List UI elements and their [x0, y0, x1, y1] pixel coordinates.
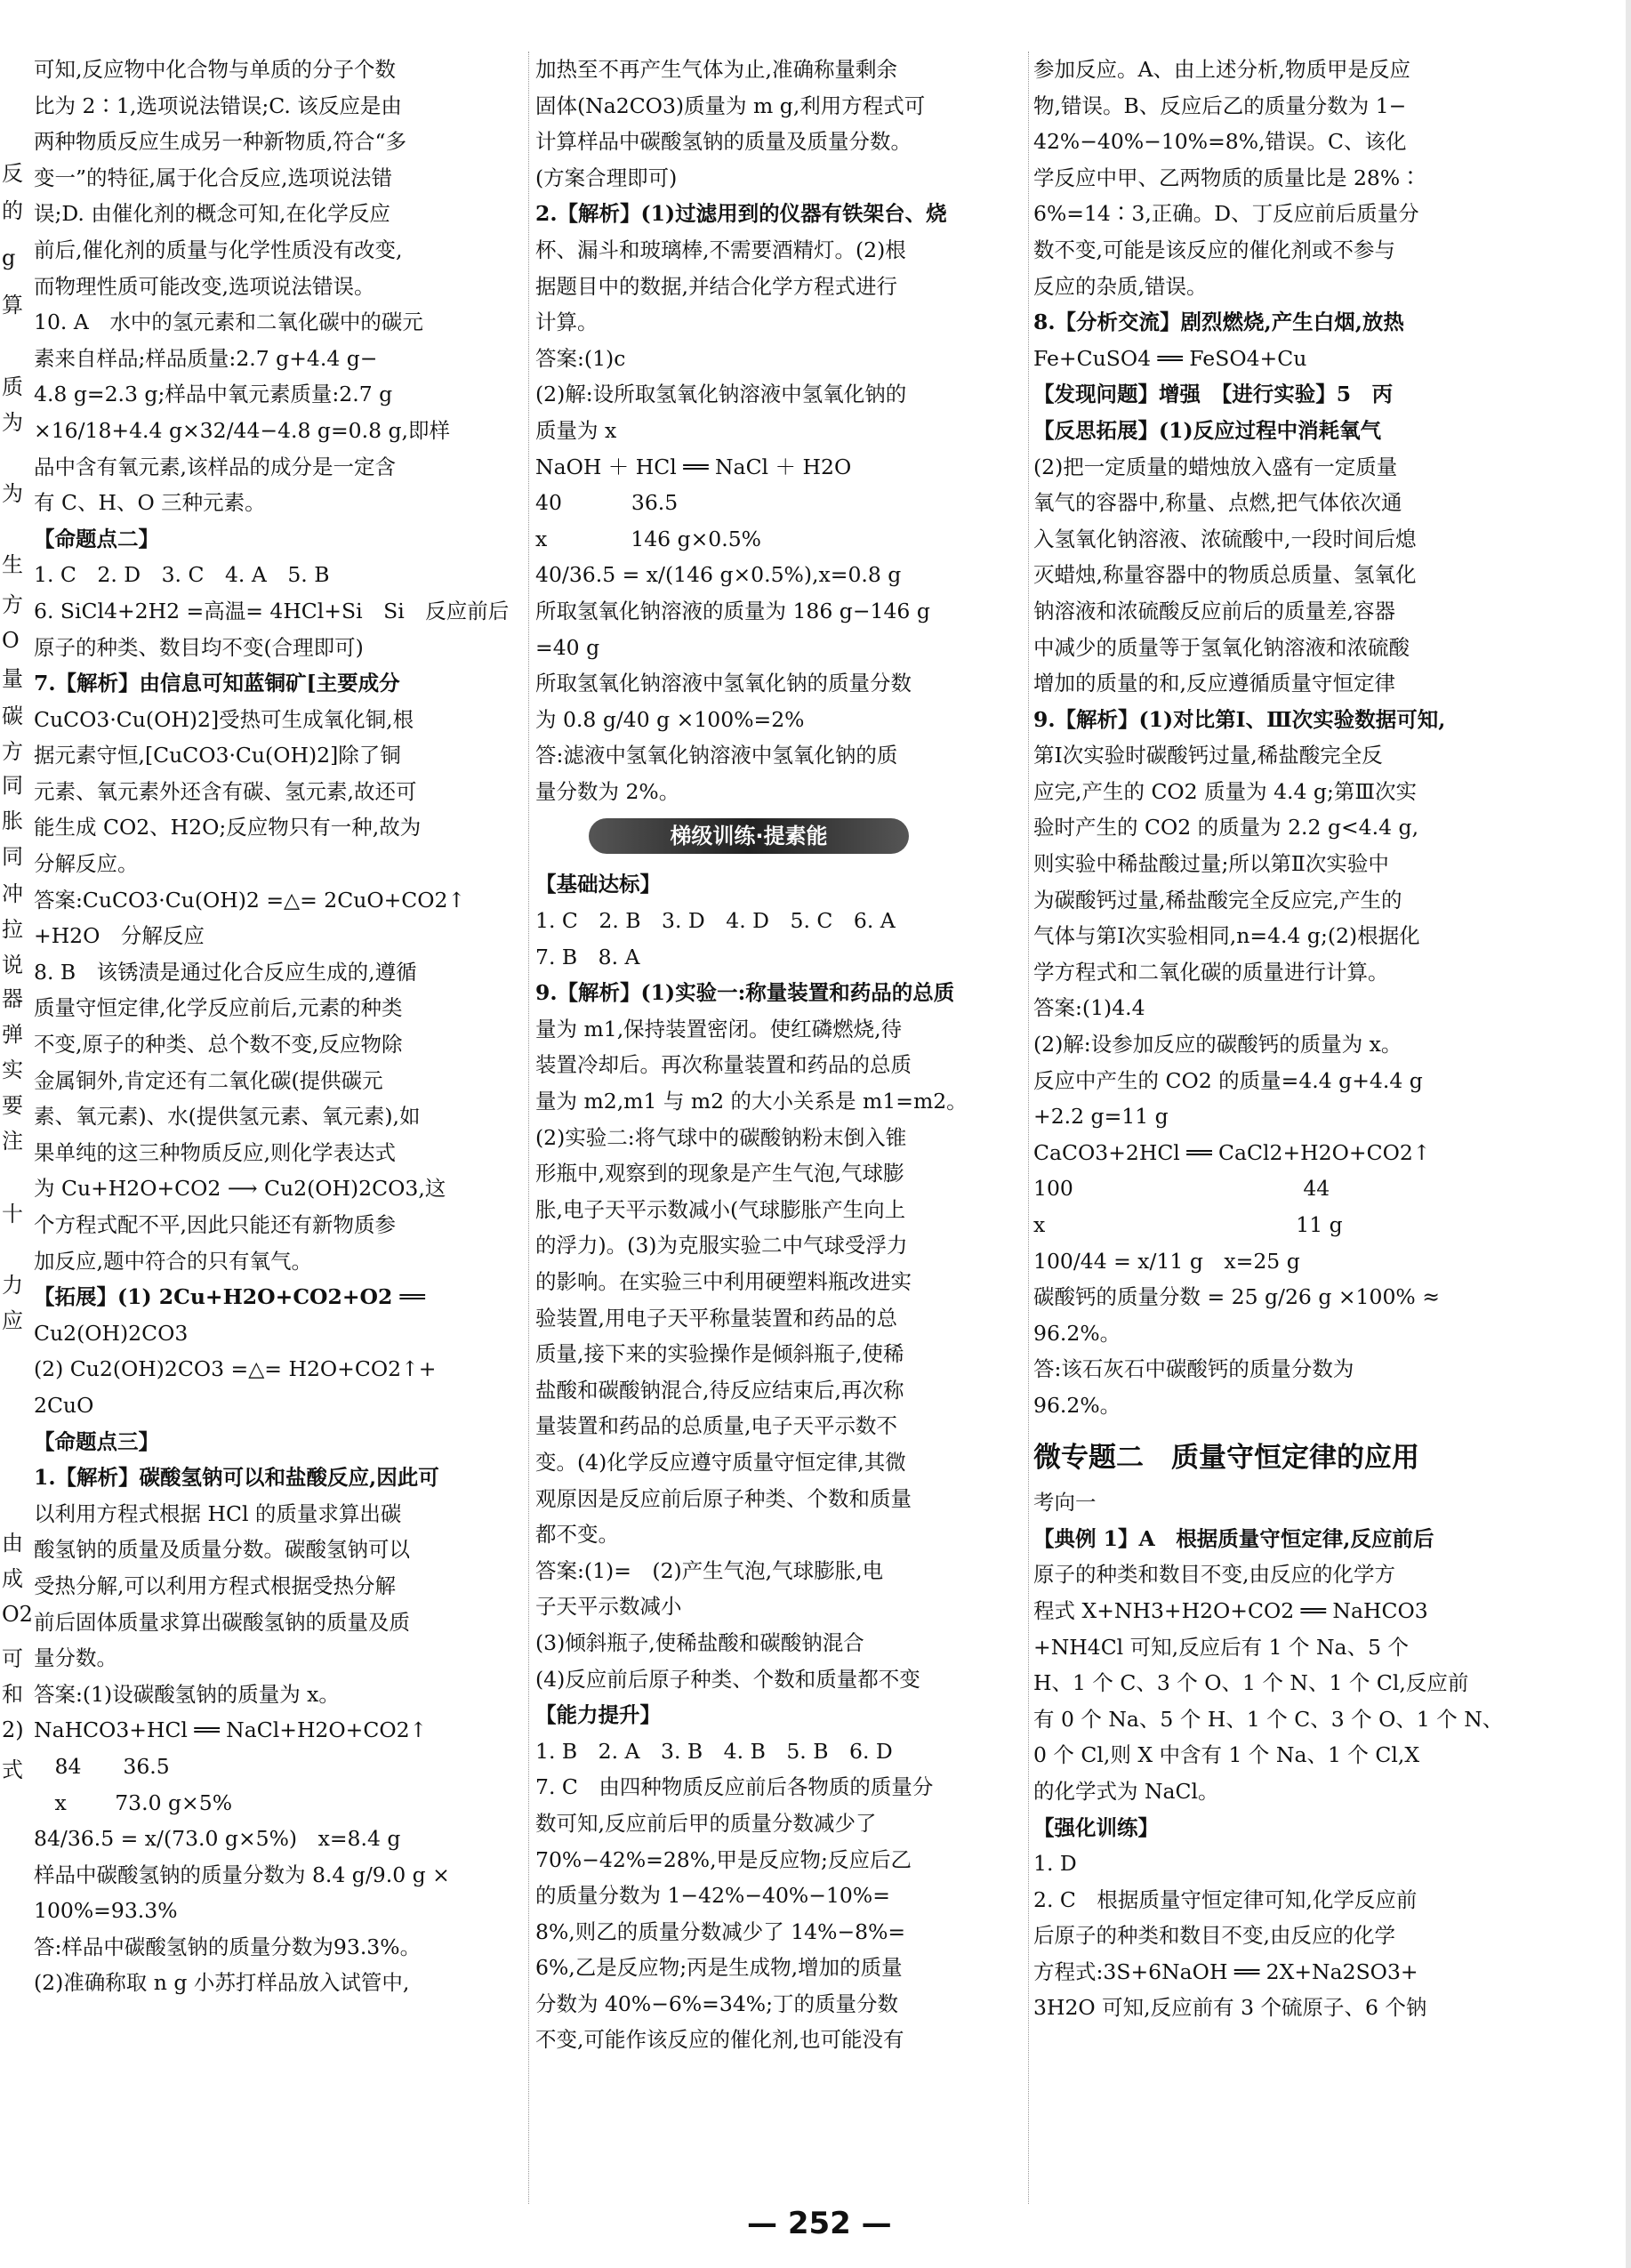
text-line: (4)反应前后原子种类、个数和质量都不变: [535, 1666, 920, 1692]
text-line: 【强化训练】: [1033, 1814, 1159, 1840]
text-line: H、1 个 C、3 个 O、1 个 N、1 个 Cl,反应前: [1033, 1670, 1469, 1696]
column-1: [34, 52, 521, 2001]
text-line: 验时产生的 CO2 的质量为 2.2 g<4.4 g,: [1033, 815, 1419, 840]
text-line: 质量,接下来的实验操作是倾斜瓶子,使稀: [535, 1341, 904, 1367]
text-line: 而物理性质可能改变,选项说法错误。: [34, 273, 375, 299]
text-line: 中减少的质量等于氢氧化钠溶液和浓硫酸: [1033, 634, 1410, 660]
text-line: 量为 m2,m1 与 m2 的大小关系是 m1=m2。: [535, 1089, 968, 1114]
text-line: 2. C 根据质量守恒定律可知,化学反应前: [1033, 1886, 1418, 1912]
column-2-bottom: [535, 866, 1023, 2058]
text-line: 个方程式配不平,因此只能还有新物质参: [34, 1212, 396, 1237]
column-2: [535, 52, 1023, 2058]
text-line: 应完,产生的 CO2 质量为 4.4 g;第Ⅲ次实: [1033, 778, 1418, 804]
text-line: 碳酸钙的质量分数 = 25 g/26 g ×100% ≈: [1033, 1284, 1440, 1310]
text-line: 的浮力)。(3)为克服实验二中气球受浮力: [535, 1233, 908, 1259]
text-line: 量分数为 2%。: [535, 778, 680, 804]
text-line: 答:该石灰石中碳酸钙的质量分数为: [1033, 1356, 1354, 1382]
text-line: 品中含有氧元素,该样品的成分是一定含: [34, 454, 396, 479]
text-line: Cu2(OH)2CO3: [34, 1320, 189, 1346]
margin-fragment: 方: [2, 739, 23, 764]
text-line: +H2O 分解反应: [34, 923, 205, 949]
text-line: 答案:(1)c: [535, 345, 626, 371]
left-margin-fragments: [0, 0, 36, 2268]
text-line: 6%=14∶3,正确。D、丁反应前后质量分: [1033, 201, 1419, 227]
text-line: 100/44 = x/11 g x=25 g: [1033, 1248, 1300, 1274]
text-line: 9.【解析】(1)对比第Ⅰ、Ⅲ次实验数据可知,: [1033, 706, 1446, 732]
margin-fragment: 碳: [2, 704, 23, 728]
text-line: 元素、氧元素外还含有碳、氢元素,故还可: [34, 778, 417, 804]
text-line: 能生成 CO2、H2O;反应物只有一种,故为: [34, 815, 422, 840]
margin-fragment: 2): [2, 1717, 24, 1742]
text-line: 原子的种类和数目不变,由反应的化学方: [1033, 1562, 1395, 1588]
text-line: 的质量分数为 1−42%−40%−10%=: [535, 1883, 890, 1909]
text-line: 前后固体质量求算出碳酸氢钠的质量及质: [34, 1609, 410, 1635]
text-line: 所取氢氧化钠溶液中氢氧化钠的质量分数: [535, 671, 912, 696]
text-line: 酸氢钠的质量及质量分数。碳酸氢钠可以: [34, 1537, 410, 1563]
text-line: 后原子的种类和数目不变,由反应的化学: [1033, 1923, 1395, 1949]
text-line: 加热至不再产生气体为止,准确称量剩余: [535, 57, 897, 82]
margin-fragment: 十: [2, 1202, 23, 1226]
text-line: 子天平示数减小: [535, 1594, 682, 1620]
text-line: 9.【解析】(1)实验一:称量装置和药品的总质: [535, 980, 955, 1006]
text-line: 【反思拓展】(1)反应过程中消耗氧气: [1033, 417, 1382, 443]
column-3-top: [1033, 52, 1518, 1424]
text-line: =40 g: [535, 634, 600, 660]
text-line: 素、氧元素)、水(提供氢元素、氧元素),如: [34, 1104, 421, 1130]
text-line: 【能力提升】: [535, 1702, 661, 1728]
text-line: 的化学式为 NaCl。: [1033, 1778, 1219, 1804]
text-line: 8. B 该锈渍是通过化合反应生成的,遵循: [34, 959, 417, 985]
text-line: 10. A 水中的氢元素和二氧化碳中的碳元: [34, 310, 423, 335]
text-line: (3)倾斜瓶子,使稀盐酸和碳酸钠混合: [535, 1629, 864, 1655]
column-3: [1033, 52, 1518, 2026]
text-line: 验装置,用电子天平称量装置和药品的总: [535, 1305, 897, 1331]
text-line: 数不变,可能是该反应的催化剂或不参与: [1033, 237, 1395, 262]
text-line: 计算。: [535, 310, 599, 335]
text-line: 胀,电子天平示数减小(气球膨胀产生向上: [535, 1196, 906, 1222]
text-line: 答:样品中碳酸氢钠的质量分数为93.3%。: [34, 1934, 422, 1959]
margin-fragment: 说: [2, 953, 23, 977]
text-line: 答案:(1)= (2)产生气泡,气球膨胀,电: [535, 1557, 884, 1583]
text-line: 分解反应。: [34, 851, 139, 877]
text-line: 1.【解析】碳酸氢钠可以和盐酸反应,因此可: [34, 1465, 439, 1491]
margin-fragment: 生: [2, 552, 23, 577]
text-line: NaOH ＋ HCl ══ NaCl ＋ H2O: [535, 454, 852, 479]
text-line: 量装置和药品的总质量,电子天平示数不: [535, 1413, 897, 1439]
margin-fragment: 可: [2, 1646, 23, 1671]
text-line: (2)把一定质量的蜡烛放入盛有一定质量: [1033, 454, 1398, 479]
text-line: 质量为 x: [535, 417, 617, 443]
text-line: 【拓展】(1) 2Cu+H2O+CO2+O2 ══: [34, 1284, 425, 1310]
text-line: 素来自样品;样品质量:2.7 g+4.4 g−: [34, 345, 378, 371]
text-line: 变。(4)化学反应遵守质量守恒定律,其微: [535, 1449, 906, 1475]
text-line: 不变,原子的种类、总个数不变,反应物除: [34, 1032, 403, 1058]
text-line: +NH4Cl 可知,反应后有 1 个 Na、5 个: [1033, 1634, 1409, 1660]
text-line: 学反应中甲、乙两物质的质量比是 28%∶: [1033, 165, 1421, 190]
text-line: 2CuO: [34, 1392, 94, 1418]
text-line: +2.2 g=11 g: [1033, 1104, 1169, 1130]
margin-fragment: 为: [2, 481, 23, 506]
text-line: 8%,则乙的质量分数减少了 14%−8%=: [535, 1918, 906, 1944]
text-line: 都不变。: [535, 1522, 619, 1548]
text-line: 加反应,题中符合的只有氧气。: [34, 1248, 312, 1274]
text-line: 气体与第Ⅰ次实验相同,n=4.4 g;(2)根据化: [1033, 923, 1420, 949]
text-line: 量为 m1,保持装置密闭。使红磷燃烧,待: [535, 1016, 903, 1042]
text-line: 灭蜡烛,称量容器中的物质总质量、氢氧化: [1033, 562, 1417, 588]
margin-fragment: 同: [2, 844, 23, 869]
text-line: 固体(Na2CO3)质量为 m g,利用方程式可: [535, 92, 926, 118]
margin-fragment: 力: [2, 1273, 23, 1298]
text-line: 96.2%。: [1033, 1392, 1121, 1418]
text-line: 则实验中稀盐酸过量;所以第Ⅱ次实验中: [1033, 851, 1389, 877]
text-line: 100 44: [1033, 1176, 1330, 1202]
margin-fragment: 算: [2, 293, 23, 318]
text-line: 答:滤液中氢氧化钠溶液中氢氧化钠的质: [535, 743, 898, 768]
margin-fragment: O: [2, 628, 20, 653]
margin-fragment: 同: [2, 773, 23, 798]
text-line: 40 36.5: [535, 490, 679, 516]
margin-fragment: 实: [2, 1058, 23, 1082]
column-2-top: [535, 52, 1023, 809]
text-line: 分数为 40%−6%=34%;丁的质量分数: [535, 1991, 899, 2016]
text-line: 1. C 2. B 3. D 4. D 5. C 6. A: [535, 908, 896, 934]
text-line: 6. SiCl4+2H2 =高温= 4HCl+Si Si 反应前后: [34, 598, 510, 623]
text-line: 入氢氧化钠溶液、浓硫酸中,一段时间后熄: [1033, 526, 1417, 551]
text-line: 盐酸和碳酸钠混合,待反应结束后,再次称: [535, 1377, 904, 1403]
text-line: x 73.0 g×5%: [34, 1789, 233, 1815]
text-line: 所取氢氧化钠溶液的质量为 186 g−146 g: [535, 598, 930, 623]
text-line: 3H2O 可知,反应前有 3 个硫原子、6 个钠: [1033, 1995, 1427, 2021]
text-line: (方案合理即可): [535, 165, 678, 190]
text-line: 形瓶中,观察到的现象是产生气泡,气球膨: [535, 1161, 904, 1186]
text-line: 【命题点二】: [34, 526, 159, 551]
text-line: 量分数。: [34, 1645, 117, 1671]
text-line: 【基础达标】: [535, 872, 661, 897]
section-banner: 梯级训练·提素能: [589, 818, 909, 854]
text-line: (2) Cu2(OH)2CO3 =△= H2O+CO2↑+: [34, 1356, 437, 1382]
margin-fragment: 和: [2, 1682, 23, 1707]
text-line: 观原因是反应前后原子种类、个数和质量: [535, 1485, 912, 1511]
text-line: 反应中产生的 CO2 的质量=4.4 g+4.4 g: [1033, 1067, 1423, 1093]
text-line: 参加反应。A、由上述分析,物质甲是反应: [1033, 57, 1410, 82]
text-line: 84/36.5 = x/(73.0 g×5%) x=8.4 g: [34, 1826, 401, 1852]
text-line: 方程式:3S+6NaOH ══ 2X+Na2SO3+: [1033, 1958, 1418, 1984]
text-line: 计算样品中碳酸氢钠的质量及质量分数。: [535, 129, 912, 155]
text-line: 两种物质反应生成另一种新物质,符合“多: [34, 129, 406, 155]
text-line: 7.【解析】由信息可知蓝铜矿[主要成分: [34, 671, 400, 696]
margin-fragment: 方: [2, 592, 23, 617]
text-line: 7. C 由四种物质反应前后各物质的质量分: [535, 1774, 934, 1800]
text-line: 质量守恒定律,化学反应前后,元素的种类: [34, 995, 403, 1021]
text-line: 杯、漏斗和玻璃棒,不需要酒精灯。(2)根: [535, 237, 906, 262]
text-line: 70%−42%=28%,甲是反应物;反应后乙: [535, 1846, 912, 1872]
text-line: 8.【分析交流】剧烈燃烧,产生白烟,放热: [1033, 310, 1404, 335]
margin-fragment: 应: [2, 1308, 23, 1333]
text-line: 受热分解,可以利用方程式根据受热分解: [34, 1572, 396, 1598]
text-line: 钠溶液和浓硫酸反应前后的质量差,容器: [1033, 598, 1395, 623]
text-line: 据题目中的数据,并结合化学方程式进行: [535, 273, 897, 299]
margin-fragment: 成: [2, 1566, 23, 1591]
text-line: 比为 2∶1,选项说法错误;C. 该反应是由: [34, 92, 402, 118]
margin-fragment: 弹: [2, 1022, 23, 1047]
text-line: 误;D. 由催化剂的概念可知,在化学反应: [34, 201, 390, 227]
page-edge: [1626, 0, 1631, 2268]
text-line: 100%=93.3%: [34, 1898, 178, 1924]
margin-fragment: O2: [2, 1602, 33, 1627]
text-line: 有 0 个 Na、5 个 H、1 个 C、3 个 O、1 个 N、: [1033, 1706, 1504, 1732]
page-number: — 252 —: [747, 2206, 892, 2241]
margin-fragment: 注: [2, 1129, 23, 1154]
text-line: 反应的杂质,错误。: [1033, 273, 1208, 299]
text-line: 【典例 1】A 根据质量守恒定律,反应前后: [1033, 1525, 1434, 1551]
text-line: 金属铜外,肯定还有二氧化碳(提供碳元: [34, 1067, 383, 1093]
text-line: 考向一: [1033, 1490, 1097, 1516]
text-line: 1. D: [1033, 1851, 1077, 1877]
text-line: 1. C 2. D 3. C 4. A 5. B: [34, 562, 330, 588]
column-divider: [528, 52, 530, 2204]
text-line: 氧气的容器中,称量、点燃,把气体依次通: [1033, 490, 1402, 516]
text-line: 答案:CuCO3·Cu(OH)2 =△= 2CuO+CO2↑: [34, 887, 466, 913]
text-line: 为 0.8 g/40 g ×100%=2%: [535, 706, 805, 732]
text-line: x 11 g: [1033, 1212, 1343, 1237]
text-line: 96.2%。: [1033, 1320, 1121, 1346]
text-line: 果单纯的这三种物质反应,则化学表达式: [34, 1139, 396, 1165]
text-line: 程式 X+NH3+H2O+CO2 ══ NaHCO3: [1033, 1597, 1428, 1623]
margin-fragment: 胀: [2, 808, 23, 833]
margin-fragment: 质: [2, 374, 23, 399]
column-divider: [1028, 52, 1030, 2204]
margin-fragment: 反: [2, 161, 23, 186]
text-line: 原子的种类、数目均不变(合理即可): [34, 634, 364, 660]
text-line: CuCO3·Cu(OH)2]受热可生成氧化铜,根: [34, 706, 414, 732]
text-line: (2)准确称取 n g 小苏打样品放入试管中,: [34, 1970, 410, 1996]
text-line: 以利用方程式根据 HCl 的质量求算出碳: [34, 1500, 402, 1526]
text-line: 物,错误。B、反应后乙的质量分数为 1−: [1033, 92, 1407, 118]
margin-fragment: 冲: [2, 881, 23, 906]
text-line: ×16/18+4.4 g×32/44−4.8 g=0.8 g,即样: [34, 417, 451, 443]
text-line: 增加的质量的和,反应遵循质量守恒定律: [1033, 671, 1395, 696]
text-line: 40/36.5 = x/(146 g×0.5%),x=0.8 g: [535, 562, 902, 588]
margin-fragment: 要: [2, 1093, 23, 1118]
margin-fragment: 为: [2, 410, 23, 435]
text-line: CaCO3+2HCl ══ CaCl2+H2O+CO2↑: [1033, 1139, 1431, 1165]
margin-fragment: 量: [2, 666, 23, 691]
text-line: 据元素守恒,[CuCO3·Cu(OH)2]除了铜: [34, 743, 401, 768]
margin-fragment: 由: [2, 1531, 23, 1556]
text-line: (2)解:设所取氢氧化钠溶液中氢氧化钠的: [535, 382, 907, 407]
text-line: 7. B 8. A: [535, 944, 640, 969]
text-line: 2.【解析】(1)过滤用到的仪器有铁架台、烧: [535, 201, 947, 227]
text-line: 数可知,反应前后甲的质量分数减少了: [535, 1810, 877, 1836]
margin-fragment: 的: [2, 198, 23, 223]
margin-fragment: 器: [2, 986, 23, 1011]
text-line: 42%−40%−10%=8%,错误。C、该化: [1033, 129, 1407, 155]
text-line: 有 C、H、O 三种元素。: [34, 490, 266, 516]
text-line: 前后,催化剂的质量与化学性质没有改变,: [34, 237, 403, 262]
text-line: 可知,反应物中化合物与单质的分子个数: [34, 57, 396, 82]
text-line: 装置冷却后。再次称量装置和药品的总质: [535, 1052, 912, 1078]
text-line: NaHCO3+HCl ══ NaCl+H2O+CO2↑: [34, 1717, 428, 1743]
margin-fragment: g: [2, 245, 16, 270]
margin-fragment: 拉: [2, 917, 23, 942]
text-line: (2)解:设参加反应的碳酸钙的质量为 x。: [1033, 1032, 1402, 1058]
text-line: 【发现问题】增强 【进行实验】5 丙: [1033, 382, 1394, 407]
text-line: 的影响。在实验三中利用硬塑料瓶改进实: [535, 1269, 912, 1294]
text-line: 84 36.5: [34, 1753, 170, 1779]
text-line: 为 Cu+H2O+CO2 ⟶ Cu2(OH)2CO3,这: [34, 1176, 446, 1202]
text-line: 1. B 2. A 3. B 4. B 5. B 6. D: [535, 1738, 893, 1764]
text-line: 【命题点三】: [34, 1428, 159, 1454]
margin-fragment: 式: [2, 1757, 23, 1782]
text-line: 学方程式和二氧化碳的质量进行计算。: [1033, 959, 1389, 985]
text-line: 0 个 Cl,则 X 中含有 1 个 Na、1 个 Cl,X: [1033, 1742, 1420, 1768]
text-line: 样品中碳酸氢钠的质量分数为 8.4 g/9.0 g ×: [34, 1862, 450, 1887]
section-title: 微专题二 质量守恒定律的应用: [1033, 1441, 1419, 1474]
text-line: Fe+CuSO4 ══ FeSO4+Cu: [1033, 345, 1307, 371]
text-line: 答案:(1)设碳酸氢钠的质量为 x。: [34, 1681, 340, 1707]
text-line: 答案:(1)4.4: [1033, 995, 1145, 1021]
text-line: x 146 g×0.5%: [535, 526, 762, 551]
text-line: 6%,乙是反应物;丙是生成物,增加的质量: [535, 1955, 903, 1981]
text-line: 第Ⅰ次实验时碳酸钙过量,稀盐酸完全反: [1033, 743, 1383, 768]
text-line: 为碳酸钙过量,稀盐酸完全反应完,产生的: [1033, 887, 1402, 913]
text-line: 变一”的特征,属于化合反应,选项说法错: [34, 165, 392, 190]
text-line: 不变,可能作该反应的催化剂,也可能没有: [535, 2027, 904, 2053]
text-line: 4.8 g=2.3 g;样品中氧元素质量:2.7 g: [34, 382, 393, 407]
column-3-bottom: [1033, 1484, 1518, 2026]
text-line: (2)实验二:将气球中的碳酸钠粉末倒入锥: [535, 1124, 907, 1150]
